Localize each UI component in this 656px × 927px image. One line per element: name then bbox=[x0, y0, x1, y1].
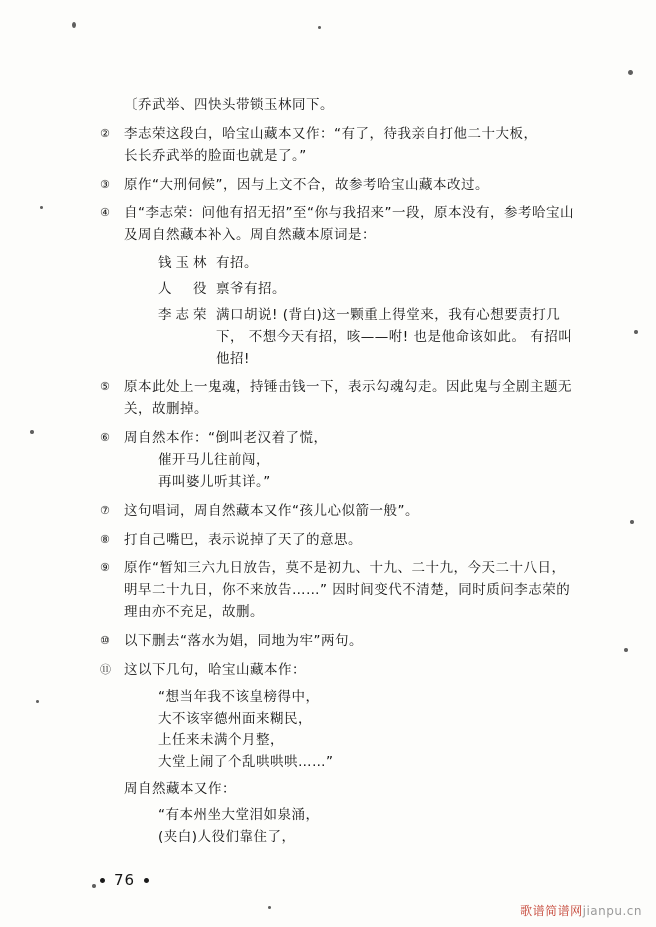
scan-speck bbox=[92, 884, 96, 888]
quote-line: (夹白)人役们靠住了， bbox=[158, 828, 296, 845]
note-line: 理由亦不充足，故删。 bbox=[124, 604, 264, 621]
quote-line: “有本州坐大堂泪如泉涌， bbox=[158, 807, 320, 824]
quote-line: “想当年我不该皇榜得中， bbox=[158, 688, 320, 705]
note-marker: ⑦ bbox=[100, 503, 110, 517]
note-entry bbox=[100, 530, 580, 552]
note-entry bbox=[100, 558, 580, 624]
note-line: 这句唱词，周自然藏本又作“孩儿心似箭一般”。 bbox=[124, 502, 419, 519]
scan-speck bbox=[72, 22, 76, 28]
scan-speck bbox=[268, 906, 271, 909]
note-marker: ⑪ bbox=[100, 662, 111, 676]
footer-dot-icon bbox=[100, 878, 105, 883]
note-body bbox=[124, 428, 580, 494]
scan-speck bbox=[40, 206, 43, 209]
note-line: 周自然本作：“倒叫老汉着了慌， bbox=[124, 430, 328, 447]
watermark-site: 歌谱简谱网 bbox=[520, 904, 583, 918]
watermark bbox=[520, 902, 642, 919]
note-line: 打自己嘴巴，表示说掉了天了的意思。 bbox=[124, 531, 362, 548]
note-line: 催开马儿往前闯， bbox=[158, 452, 270, 469]
note-line: 这以下几句，哈宝山藏本作： bbox=[124, 661, 306, 678]
note-line: 原作“大刑伺候”，因与上文不合，故参考哈宝山藏本改过。 bbox=[124, 176, 489, 193]
scan-speck bbox=[630, 520, 634, 524]
scan-speck bbox=[634, 330, 638, 334]
watermark-domain: jianpu.cn bbox=[582, 904, 642, 918]
quote-line: 大不该宰德州面来糊民， bbox=[158, 710, 312, 727]
note-body bbox=[124, 558, 580, 624]
note-line: 明早二十九日，你不来放告……” 因时间变代不清楚，同时质问李志荣的 bbox=[124, 582, 571, 599]
note-body bbox=[124, 501, 580, 523]
note-entry bbox=[100, 631, 580, 653]
stage-direction: 〔乔武举、四快头带锁玉林同下。 bbox=[124, 97, 334, 113]
page-number: 76 bbox=[114, 871, 136, 889]
note-body bbox=[124, 203, 580, 370]
dialogue-line bbox=[158, 253, 580, 275]
note-body bbox=[124, 530, 580, 552]
scan-speck bbox=[30, 430, 34, 434]
page-content bbox=[100, 95, 580, 856]
dialogue-role: 李志荣 bbox=[158, 306, 211, 323]
dialogue-line bbox=[158, 305, 580, 371]
note-line: 再叫婆儿听其详。” bbox=[158, 473, 271, 490]
dialogue-text: 禀爷有招。 bbox=[216, 281, 286, 298]
note-entry bbox=[100, 203, 580, 370]
scan-speck bbox=[318, 26, 321, 29]
scan-speck bbox=[628, 70, 633, 75]
note-line: 关，故删掉。 bbox=[124, 401, 208, 418]
note-line: 长长乔武举的脸面也就是了。” bbox=[124, 147, 307, 164]
note-entry bbox=[100, 428, 580, 494]
quote-line: 上任来未满个月整， bbox=[158, 732, 284, 749]
dialogue-block bbox=[124, 253, 580, 370]
note-line: 自“李志荣：问他有招无招”至“你与我招来”一段，原本没有，参考哈宝山 bbox=[124, 205, 574, 222]
dialogue-line bbox=[158, 279, 580, 301]
quote-block bbox=[124, 687, 580, 774]
note-line: 原作“暂知三六九日放告，莫不是初九、十九、二十九，今天二十八日， bbox=[124, 560, 566, 577]
note-marker: ② bbox=[100, 126, 110, 140]
note-marker: ⑧ bbox=[100, 532, 110, 546]
quote-line: 大堂上闹了个乱哄哄哄……” bbox=[158, 754, 334, 771]
note-entry bbox=[100, 501, 580, 523]
note-marker: ⑤ bbox=[100, 380, 110, 394]
note-line: 李志荣这段白，哈宝山藏本又作：“有了，待我亲自打他二十大板， bbox=[124, 125, 538, 142]
note-line: 周自然藏本又作： bbox=[124, 781, 236, 798]
note-line: 及周自然藏本补入。周自然藏本原词是： bbox=[124, 227, 376, 244]
note-marker: ④ bbox=[100, 206, 110, 220]
note-body bbox=[124, 631, 580, 653]
note-entry bbox=[100, 377, 580, 421]
dialogue-text: 满口胡说! (背白)这一颗重上得堂来，我有心想要责打几下， 不想今天有招，咳——咐! 也是他命该如此。 有招叫他招! bbox=[216, 306, 573, 367]
note-marker: ⑥ bbox=[100, 431, 110, 445]
note-line: 原本此处上一鬼魂，持锤击钱一下，表示勾魂勾走。因此鬼与全剧主题无 bbox=[124, 379, 572, 396]
note-entry bbox=[100, 124, 580, 168]
note-body bbox=[124, 660, 580, 849]
scan-speck bbox=[36, 700, 39, 703]
dialogue-text: 有招。 bbox=[216, 255, 258, 272]
note-entry bbox=[100, 660, 580, 849]
note-body bbox=[124, 124, 580, 168]
note-entry bbox=[100, 175, 580, 197]
note-marker: ⑩ bbox=[100, 634, 110, 648]
dialogue-role: 钱玉林 bbox=[158, 255, 211, 272]
scan-speck bbox=[624, 648, 628, 652]
footer-dot-icon bbox=[144, 878, 149, 883]
quote-block bbox=[124, 805, 580, 849]
page-footer bbox=[100, 871, 149, 889]
note-body bbox=[124, 377, 580, 421]
note-line: 以下删去“落水为娼，同地为牢”两句。 bbox=[124, 633, 363, 650]
note-body bbox=[124, 175, 580, 197]
dialogue-role: 人 役 bbox=[158, 281, 211, 298]
note-marker: ⑨ bbox=[100, 561, 110, 575]
note-marker: ③ bbox=[100, 177, 110, 191]
